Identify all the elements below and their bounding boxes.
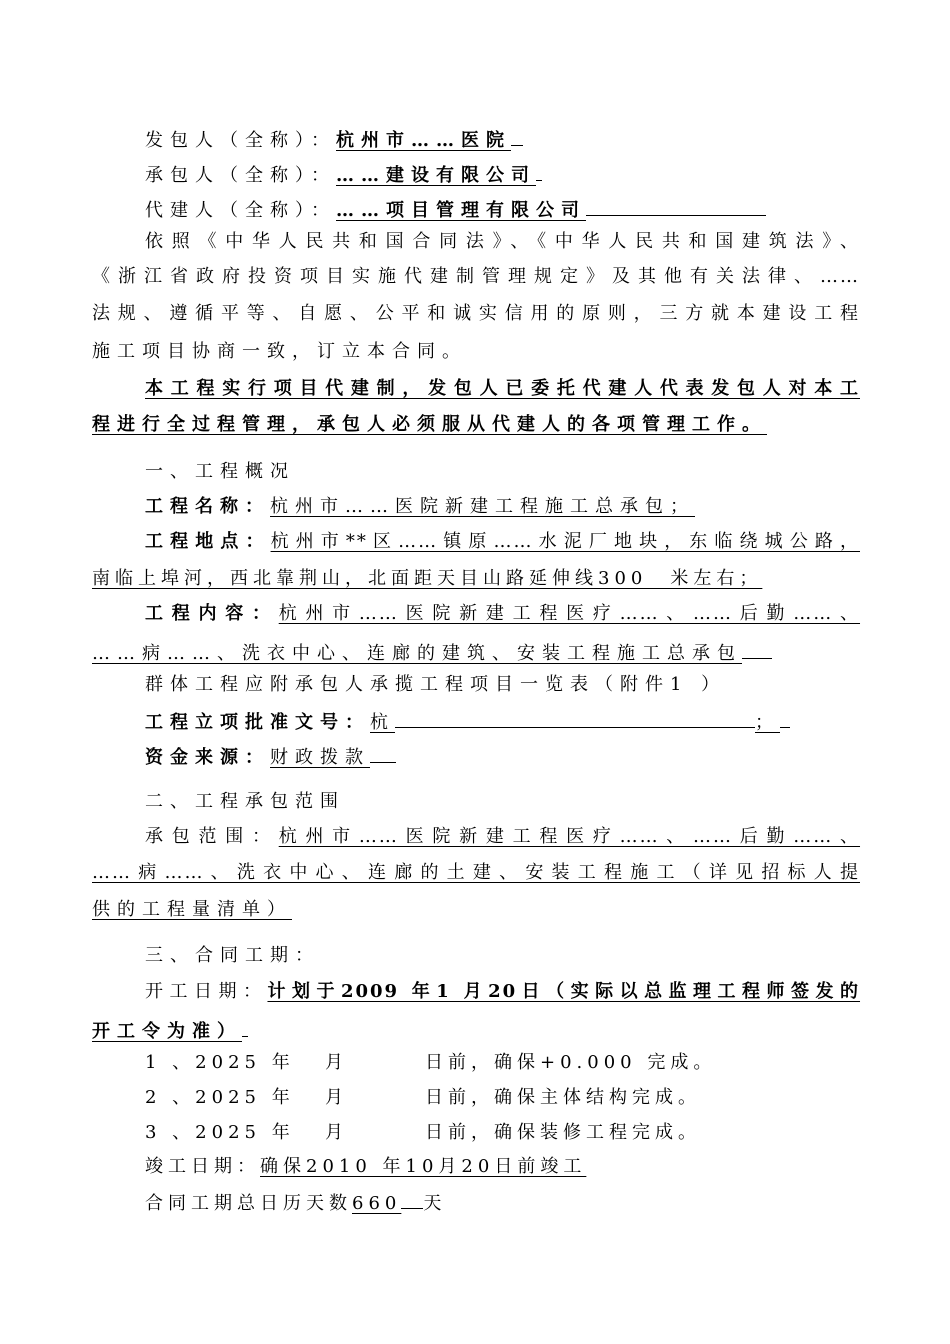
finish-date-line (145, 1155, 860, 1179)
agent-value: ……项目管理有限公司 (336, 200, 586, 221)
section-1-heading: 一、工程概况 (145, 461, 295, 482)
project-name-value: 杭州市……医院新建工程施工总承包； (270, 496, 695, 517)
agent-clause-line-1: 本工程实行项目代建制，发包人已委托代建人代表发包人对本工 (145, 378, 860, 399)
scope-line-2: ……病……、洗衣中心、连廊的土建、安装工程施工（详见招标人提 (92, 862, 860, 883)
approval-end: ； (755, 712, 780, 733)
employer-line (145, 125, 860, 153)
approval-line (145, 707, 860, 735)
project-location-line-1 (145, 530, 860, 554)
approval-label: 工程立项批准文号： (145, 712, 370, 733)
underline-pad (395, 707, 755, 728)
underline-pad (401, 1188, 423, 1209)
project-location-value-2: 南临上埠河，西北靠荆山，北面距天目山路延伸线300 米左右； (92, 568, 763, 589)
project-name-label: 工程名称： (145, 496, 270, 517)
finish-date-value: 确保2010 年10月20日前竣工 (260, 1156, 587, 1177)
agent-label: 代建人（全称）： (145, 200, 336, 221)
project-location-value-1: 杭州市**区……镇原……水泥厂地块，东临绕城公路， (270, 531, 860, 552)
fund-value: 财政拨款 (270, 747, 370, 768)
group-note: 群体工程应附承包人承揽工程项目一览表（附件1 ） (145, 674, 727, 695)
milestone-month: 月 (325, 1052, 348, 1073)
contractor-label: 承包人（全称）： (145, 165, 336, 186)
scope-line-1 (145, 825, 860, 849)
milestone-description: 日前，确保+0.000 完成。 (425, 1052, 717, 1073)
approval-value: 杭 (370, 712, 395, 733)
underline-pad (742, 638, 772, 659)
section-3-heading: 三、合同工期： (145, 945, 320, 966)
section-2-heading: 二、工程承包范围 (145, 791, 345, 812)
preamble-line-2: 《浙江省政府投资项目实施代建制管理规定》及其他有关法律、…… (92, 266, 860, 287)
agent-clause-line-2: 程进行全过程管理，承包人必须服从代建人的各项管理工作。 (92, 414, 767, 435)
fund-line (145, 742, 860, 770)
underline-pad (780, 707, 790, 728)
scope-value-1: 杭州市……医院新建工程医疗……、……后勤……、 (278, 826, 861, 847)
project-content-line-1 (145, 602, 860, 626)
milestone-number: 2 、2025 年 (145, 1087, 295, 1108)
project-content-line-2 (92, 638, 860, 666)
milestone-month: 月 (325, 1122, 348, 1143)
finish-date-label: 竣工日期： (145, 1156, 260, 1177)
milestone-number: 3 、2025 年 (145, 1122, 295, 1143)
scope-label: 承包范围： (145, 826, 279, 847)
project-location-label: 工程地点： (145, 531, 271, 552)
agent-line (145, 195, 860, 223)
total-days-unit: 天 (423, 1193, 447, 1214)
milestone-description: 日前，确保装修工程完成。 (425, 1122, 701, 1143)
preamble-line-3: 法规、遵循平等、自愿、公平和诚实信用的原则，三方就本建设工程 (92, 303, 860, 324)
start-date-value-1: 计划于2009 年1 月20日（实际以总监理工程师签发的 (267, 981, 861, 1002)
milestone-number: 1 、2025 年 (145, 1052, 295, 1073)
total-days-value: 660 (352, 1193, 402, 1214)
start-date-value-2: 开工令为准） (92, 1021, 242, 1042)
total-days-label: 合同工期总日历天数 (145, 1193, 352, 1214)
scope-line-3: 供的工程量清单） (92, 899, 292, 920)
milestone-description: 日前，确保主体结构完成。 (425, 1087, 701, 1108)
start-date-line-1 (145, 980, 860, 1004)
preamble-line-1: 依照《中华人民共和国合同法》、《中华人民共和国建筑法》、 (145, 231, 860, 252)
milestone-month: 月 (325, 1087, 348, 1108)
employer-value: 杭州市……医院 (336, 130, 511, 151)
preamble-line-4: 施工项目协商一致，订立本合同。 (92, 341, 467, 362)
employer-label: 发包人（全称）： (145, 130, 336, 151)
project-name-line (145, 495, 860, 519)
project-content-value-1: 杭州市……医院新建工程医疗……、……后勤……、 (278, 603, 861, 624)
underline-pad (536, 160, 542, 181)
underline-pad (242, 1016, 248, 1037)
project-content-label: 工程内容： (145, 603, 279, 624)
underline-pad (586, 195, 766, 216)
start-date-label: 开工日期： (145, 981, 268, 1002)
underline-pad (370, 742, 396, 763)
fund-label: 资金来源： (145, 747, 270, 768)
project-location-line-2 (92, 567, 860, 591)
contractor-value: ……建设有限公司 (336, 165, 536, 186)
contractor-line (145, 160, 860, 188)
underline-pad (511, 125, 523, 146)
start-date-line-2 (92, 1016, 860, 1044)
total-days-line (145, 1188, 860, 1216)
project-content-value-2: ……病……、洗衣中心、连廊的建筑、安装工程施工总承包 (92, 643, 742, 664)
